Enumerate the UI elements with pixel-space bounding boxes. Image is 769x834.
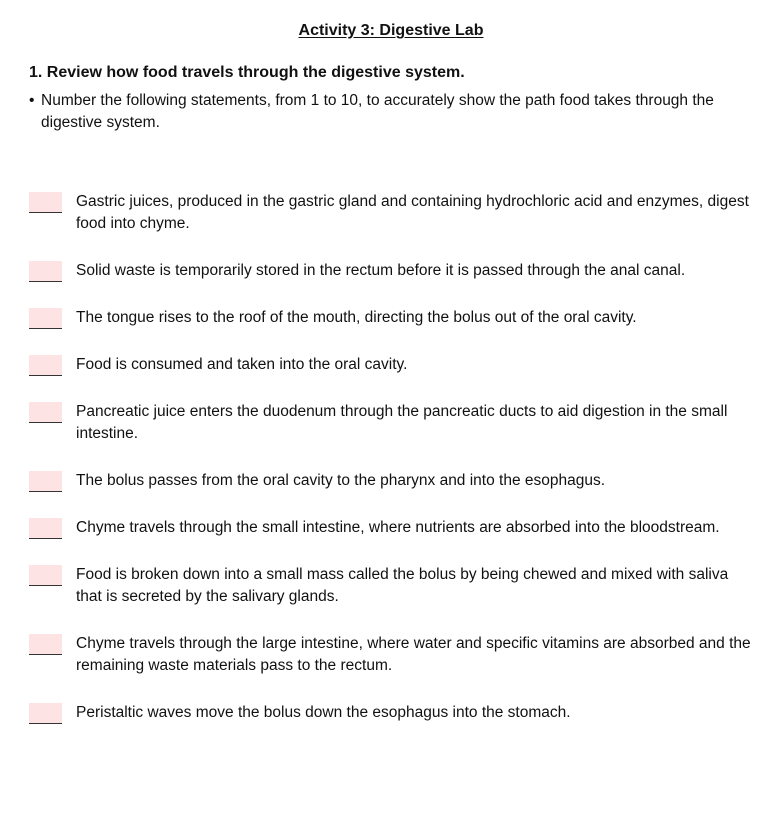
answer-blank[interactable] (29, 703, 62, 724)
statement-text: Gastric juices, produced in the gastric gland and containing hydrochloric acid and enzymes, digest food into chyme. (76, 193, 749, 232)
page-title: Activity 3: Digestive Lab (298, 22, 484, 39)
statement-item (29, 702, 754, 724)
answer-blank[interactable] (29, 471, 62, 492)
answer-blank[interactable] (29, 308, 62, 329)
statement-text: The tongue rises to the roof of the mouth, directing the bolus out of the oral cavity. (76, 309, 637, 326)
answer-blank[interactable] (29, 518, 62, 539)
statement-item (29, 470, 754, 492)
statement-text: Chyme travels through the large intestine, where water and specific vitamins are absorbed and the remaining waste materials pass to the rectum. (76, 635, 751, 674)
answer-blank[interactable] (29, 565, 62, 586)
statement-item (29, 307, 754, 329)
answer-blank[interactable] (29, 634, 62, 655)
statement-item (29, 354, 754, 376)
answer-blank[interactable] (29, 192, 62, 213)
statement-text: Food is consumed and taken into the oral cavity. (76, 356, 408, 373)
bullet-icon: • (29, 92, 35, 109)
answer-blank[interactable] (29, 402, 62, 423)
instruction-text: Number the following statements, from 1 to 10, to accurately show the path food takes through the digestive system. (41, 92, 714, 131)
statement-text: Chyme travels through the small intestine, where nutrients are absorbed into the bloodstream. (76, 519, 720, 536)
statement-list (29, 191, 754, 749)
statement-text: Food is broken down into a small mass called the bolus by being chewed and mixed with saliva that is secreted by the salivary glands. (76, 566, 729, 605)
instruction (29, 90, 754, 134)
statement-text: Peristaltic waves move the bolus down the esophagus into the stomach. (76, 704, 571, 721)
answer-blank[interactable] (29, 355, 62, 376)
statement-text: Solid waste is temporarily stored in the rectum before it is passed through the anal canal. (76, 262, 686, 279)
question-heading: 1. Review how food travels through the digestive system. (29, 64, 465, 81)
statement-text: The bolus passes from the oral cavity to the pharynx and into the esophagus. (76, 472, 606, 489)
answer-blank[interactable] (29, 261, 62, 282)
statement-item (29, 633, 754, 677)
statement-item (29, 517, 754, 539)
statement-item (29, 191, 754, 235)
statement-text: Pancreatic juice enters the duodenum through the pancreatic ducts to aid digestion in the small intestine. (76, 403, 728, 442)
statement-item (29, 260, 754, 282)
statement-item (29, 401, 754, 445)
statement-item (29, 564, 754, 608)
